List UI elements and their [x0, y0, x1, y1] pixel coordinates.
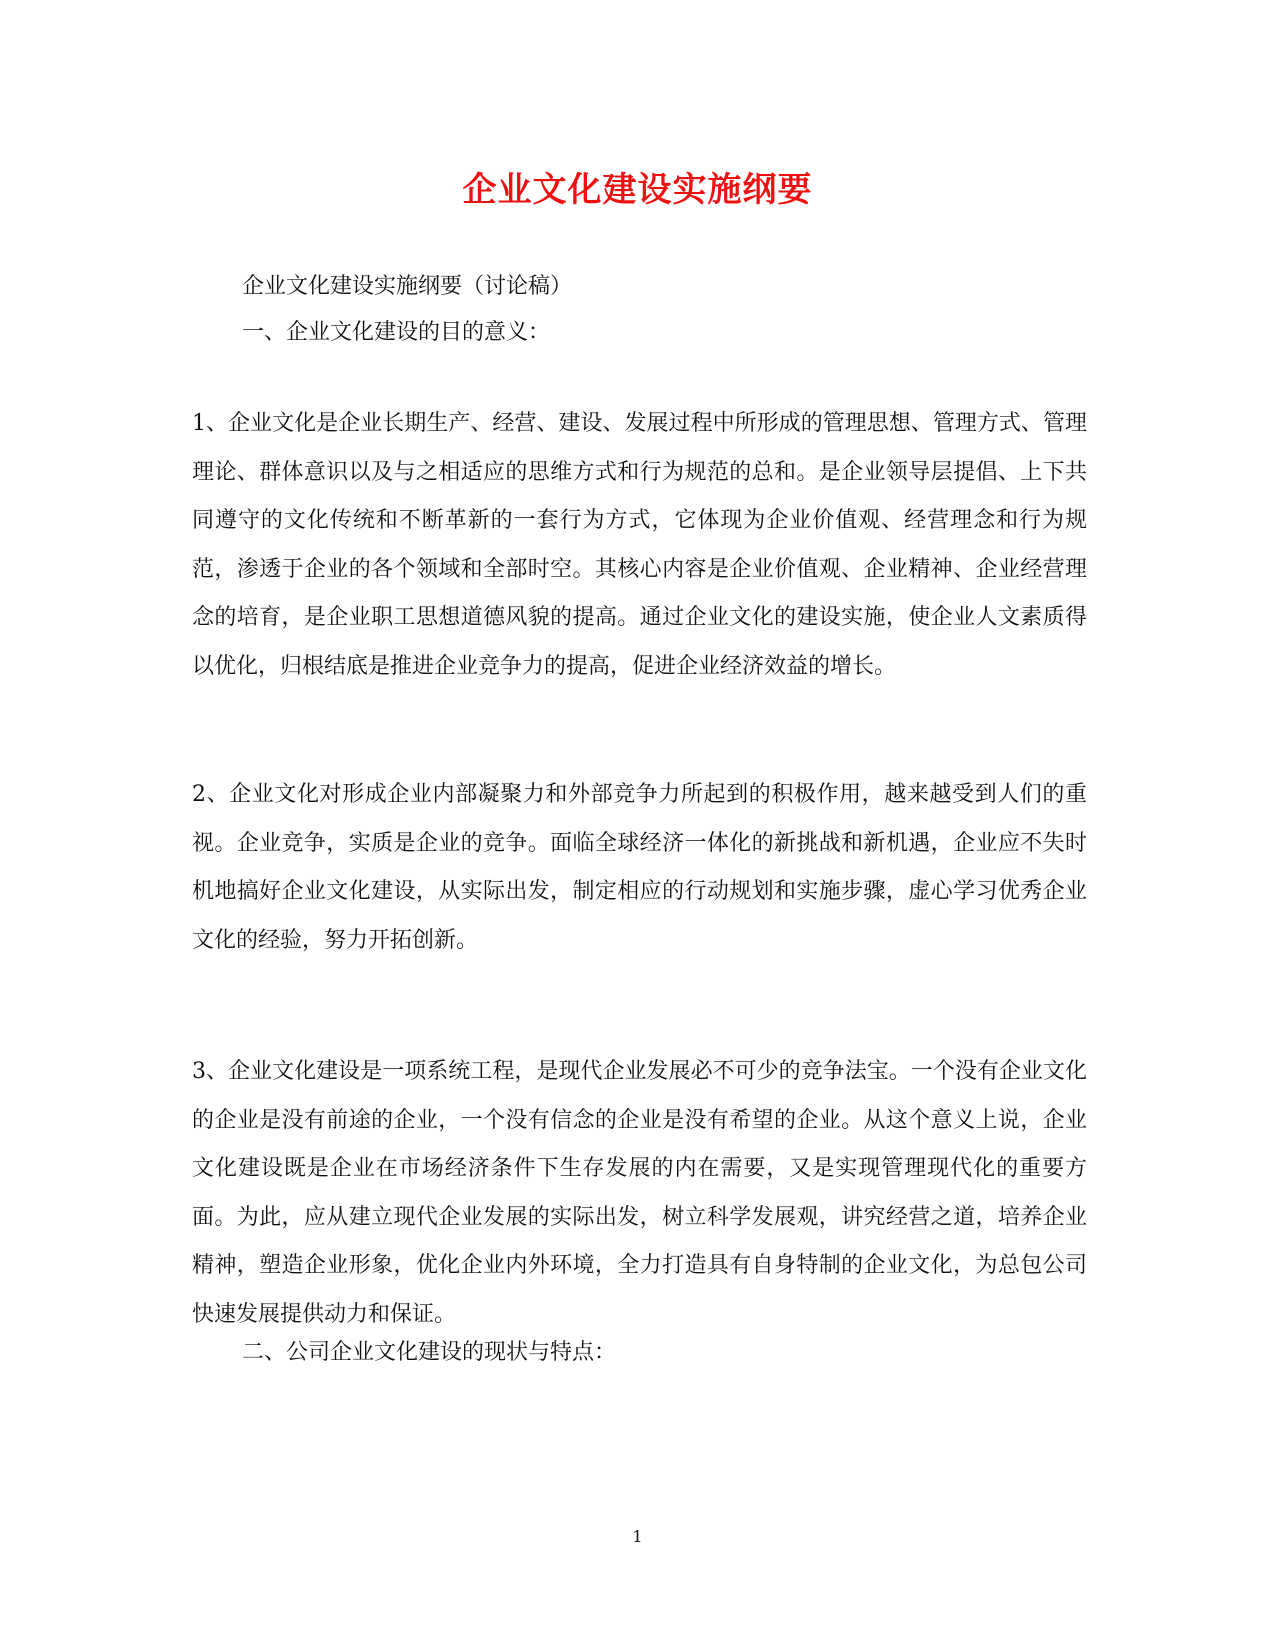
page-number: 1 — [632, 1527, 643, 1546]
paragraph-2: 2、企业文化对形成企业内部凝聚力和外部竞争力所起到的积极作用，越来越受到人们的重视。企业竞争，实质是企业的竞争。面临全球经济一体化的新挑战和新机遇，企业应不失时机地搞好企业文化建设，从实际出发，制定相应的行动规划和实施步骤，虚心学习优秀企业文化的经验，努力开拓创新。 — [192, 782, 1087, 953]
document-title: 企业文化建设实施纲要 — [462, 170, 813, 210]
section-heading-2: 二、公司企业文化建设的现状与特点： — [242, 1340, 617, 1365]
section-heading-1: 一、企业文化建设的目的意义： — [242, 320, 551, 345]
paragraph-1: 1、企业文化是企业长期生产、经营、建设、发展过程中所形成的管理思想、管理方式、管理理论、群体意识以及与之相适应的思维方式和行为规范的总和。是企业领导层提倡、上下共同遵守的文化传统和不断革新的一套行为方式，它体现为企业价值观、经营理念和行为规范，渗透于企业的各个领域和全部时空。其核心内容是企业价值观、企业精神、企业经营理念的培育，是企业职工思想道德风貌的提高。通过企业文化的建设实施，使企业人文素质得以优化，归根结底是推进企业竞争力的提高，促进企业经济效益的增长。 — [192, 411, 1087, 679]
document-subtitle: 企业文化建设实施纲要（讨论稿） — [242, 274, 573, 299]
paragraph-3: 3、企业文化建设是一项系统工程，是现代企业发展必不可少的竞争法宝。一个没有企业文化的企业是没有前途的企业，一个没有信念的企业是没有希望的企业。从这个意义上说，企业文化建设既是企业在市场经济条件下生存发展的内在需要，又是实现管理现代化的重要方面。为此，应从建立现代企业发展的实际出发，树立科学发展观，讲究经营之道，培养企业精神，塑造企业形象，优化企业内外环境，全力打造具有自身特制的企业文化，为总包公司快速发展提供动力和保证。 — [192, 1059, 1087, 1327]
